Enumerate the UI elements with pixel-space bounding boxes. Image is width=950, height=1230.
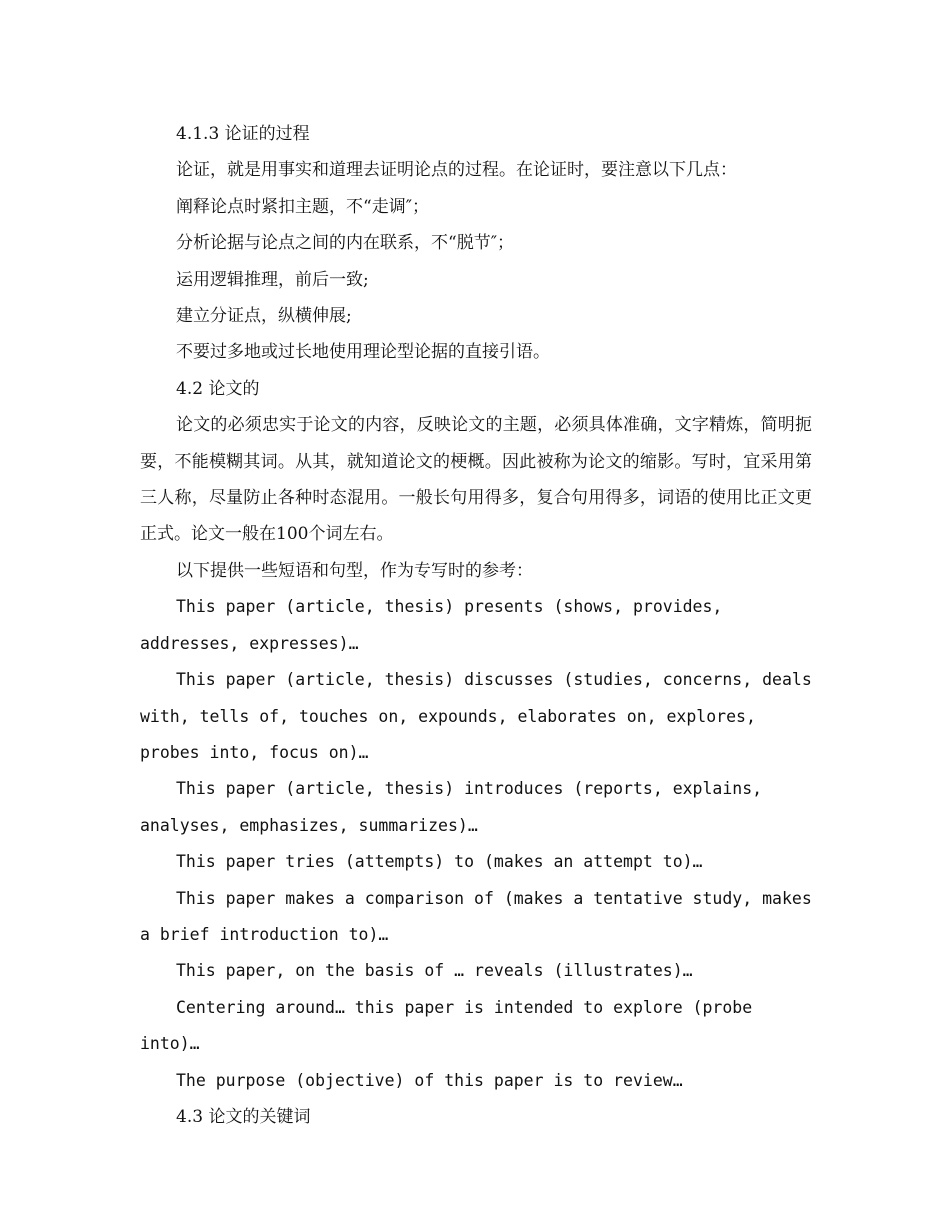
paragraph-argument-definition: 论证，就是用事实和道理去证明论点的过程。在论证时，要注意以下几点： — [176, 160, 737, 181]
phrase-example-3: This paper (article, thesis) introduces (reports, explains, analyses, emphasizes, summarizes)… — [140, 779, 763, 835]
document-body — [140, 116, 812, 1135]
phrase-example-2: This paper (article, thesis) discusses (studies, concerns, deals with, tells of, touches on, expounds, elaborates on, explores, probes into, focus on)… — [140, 670, 812, 762]
phrase-example-4: This paper tries (attempts) to (makes an attempt to)… — [176, 852, 703, 872]
paragraph-abstract-description: 论文的必须忠实于论文的内容，反映论文的主题，必须具体准确，文字精炼，简明扼要，不能模糊其词。从其，就知道论文的梗概。因此被称为论文的缩影。写时，宜采用第三人称，尽量防止各种时态混用。一般长句用得多，复合句用得多，词语的使用比正文更正式。论文一般在100个词左右。 — [140, 415, 812, 545]
list-item-2: 分析论据与论点之间的内在联系，不“脱节″； — [176, 233, 515, 254]
list-item-5: 不要过多地或过长地使用理论型论据的直接引语。 — [176, 342, 550, 363]
paragraph-phrases-intro: 以下提供一些短语和句型，作为专写时的参考： — [176, 560, 533, 581]
section-heading-4-1-3: 4.1.3 论证的过程 — [176, 124, 310, 144]
section-heading-4-2: 4.2 论文的 — [176, 378, 260, 399]
phrase-example-6: This paper, on the basis of … reveals (illustrates)… — [176, 961, 693, 981]
section-heading-4-3: 4.3 论文的关键词 — [176, 1106, 311, 1127]
phrase-example-7: Centering around… this paper is intended to explore (probe into)… — [140, 997, 753, 1054]
phrase-example-5: This paper makes a comparison of (makes a tentative study, makes a brief introduction to)… — [140, 888, 812, 944]
phrase-example-8: The purpose (objective) of this paper is to review… — [176, 1070, 683, 1090]
list-item-4: 建立分证点，纵横伸展; — [176, 306, 352, 327]
list-item-1: 阐释论点时紧扣主题，不“走调″； — [176, 196, 430, 217]
phrase-example-1: This paper (article, thesis) presents (shows, provides, addresses, expresses)… — [140, 597, 723, 653]
list-item-3: 运用逻辑推理，前后一致; — [176, 269, 369, 290]
